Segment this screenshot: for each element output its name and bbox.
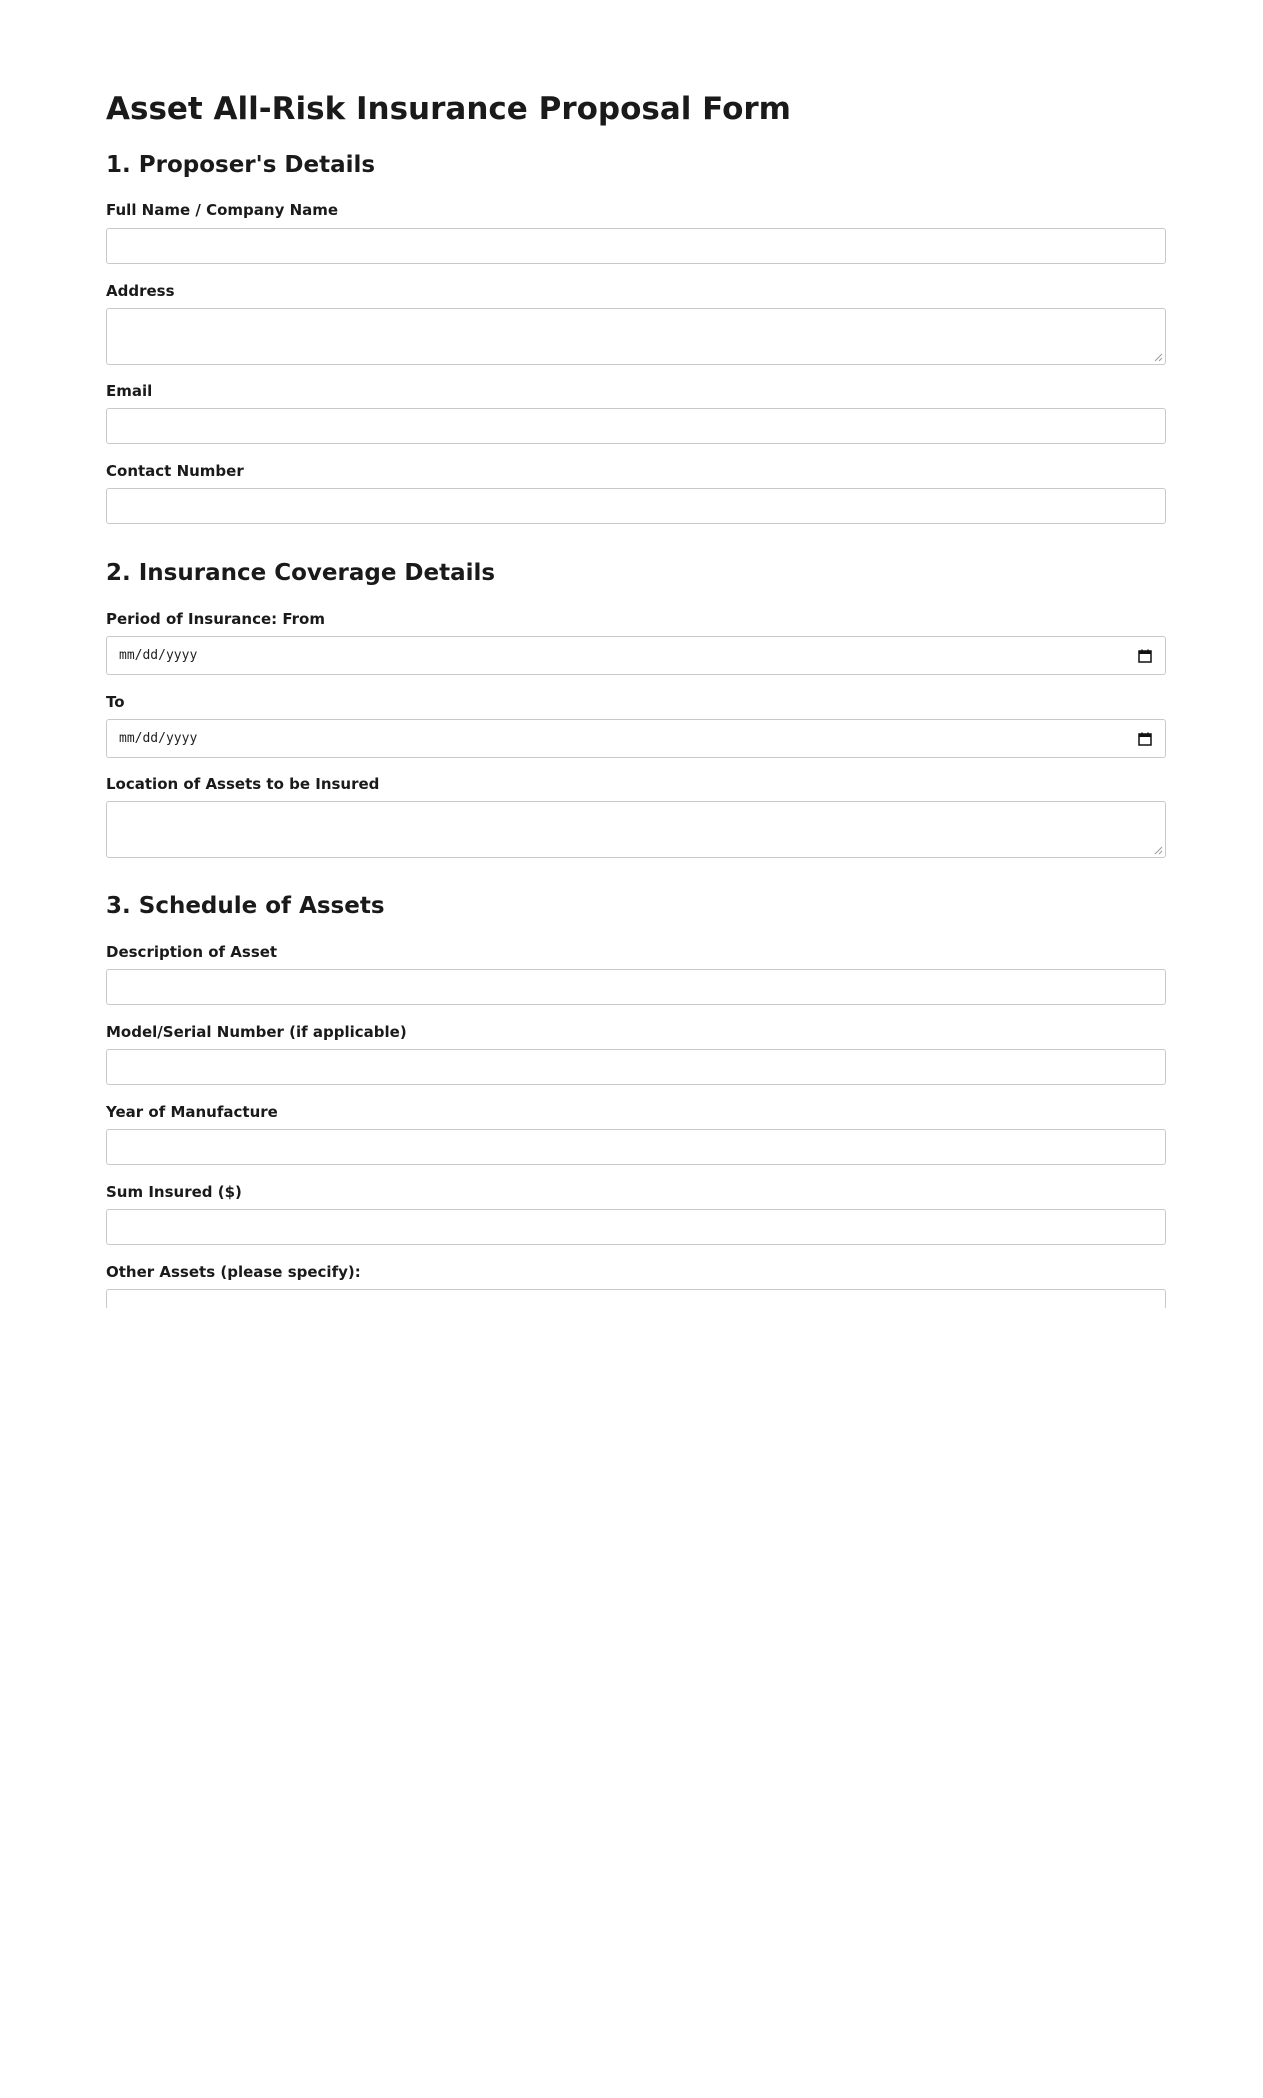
page-title: Asset All-Risk Insurance Proposal Form	[106, 91, 791, 127]
period-to-label: To	[106, 693, 125, 711]
section-heading-coverage-details: 2. Insurance Coverage Details	[106, 560, 496, 586]
asset-description-label: Description of Asset	[106, 943, 278, 961]
address-textarea[interactable]	[106, 308, 1166, 365]
period-from-label: Period of Insurance: From	[106, 610, 325, 628]
period-from-date-input[interactable]	[106, 636, 1166, 675]
section-heading-proposer-details: 1. Proposer's Details	[106, 152, 376, 178]
model-serial-label: Model/Serial Number (if applicable)	[106, 1023, 407, 1041]
calendar-icon[interactable]	[1137, 731, 1153, 747]
address-label: Address	[106, 282, 175, 300]
period-to-date-input[interactable]	[106, 719, 1166, 758]
period-from-placeholder: mm/dd/yyyy	[119, 648, 198, 663]
resize-handle-icon[interactable]	[1154, 846, 1163, 855]
year-of-manufacture-label: Year of Manufacture	[106, 1103, 278, 1121]
email-label: Email	[106, 382, 153, 400]
sum-insured-label: Sum Insured ($)	[106, 1183, 242, 1201]
asset-description-input[interactable]	[106, 969, 1166, 1005]
year-of-manufacture-input[interactable]	[106, 1129, 1166, 1165]
section-heading-schedule-of-assets: 3. Schedule of Assets	[106, 893, 385, 919]
other-assets-label: Other Assets (please specify):	[106, 1263, 361, 1281]
full-name-label: Full Name / Company Name	[106, 201, 339, 219]
location-textarea[interactable]	[106, 801, 1166, 858]
resize-handle-icon[interactable]	[1154, 353, 1163, 362]
full-name-input[interactable]	[106, 228, 1166, 264]
email-input[interactable]	[106, 408, 1166, 444]
contact-number-label: Contact Number	[106, 462, 244, 480]
period-to-placeholder: mm/dd/yyyy	[119, 731, 198, 746]
other-assets-textarea[interactable]	[106, 1289, 1166, 1308]
model-serial-input[interactable]	[106, 1049, 1166, 1085]
calendar-icon[interactable]	[1137, 648, 1153, 664]
contact-number-input[interactable]	[106, 488, 1166, 524]
location-label: Location of Assets to be Insured	[106, 775, 380, 793]
sum-insured-input[interactable]	[106, 1209, 1166, 1245]
